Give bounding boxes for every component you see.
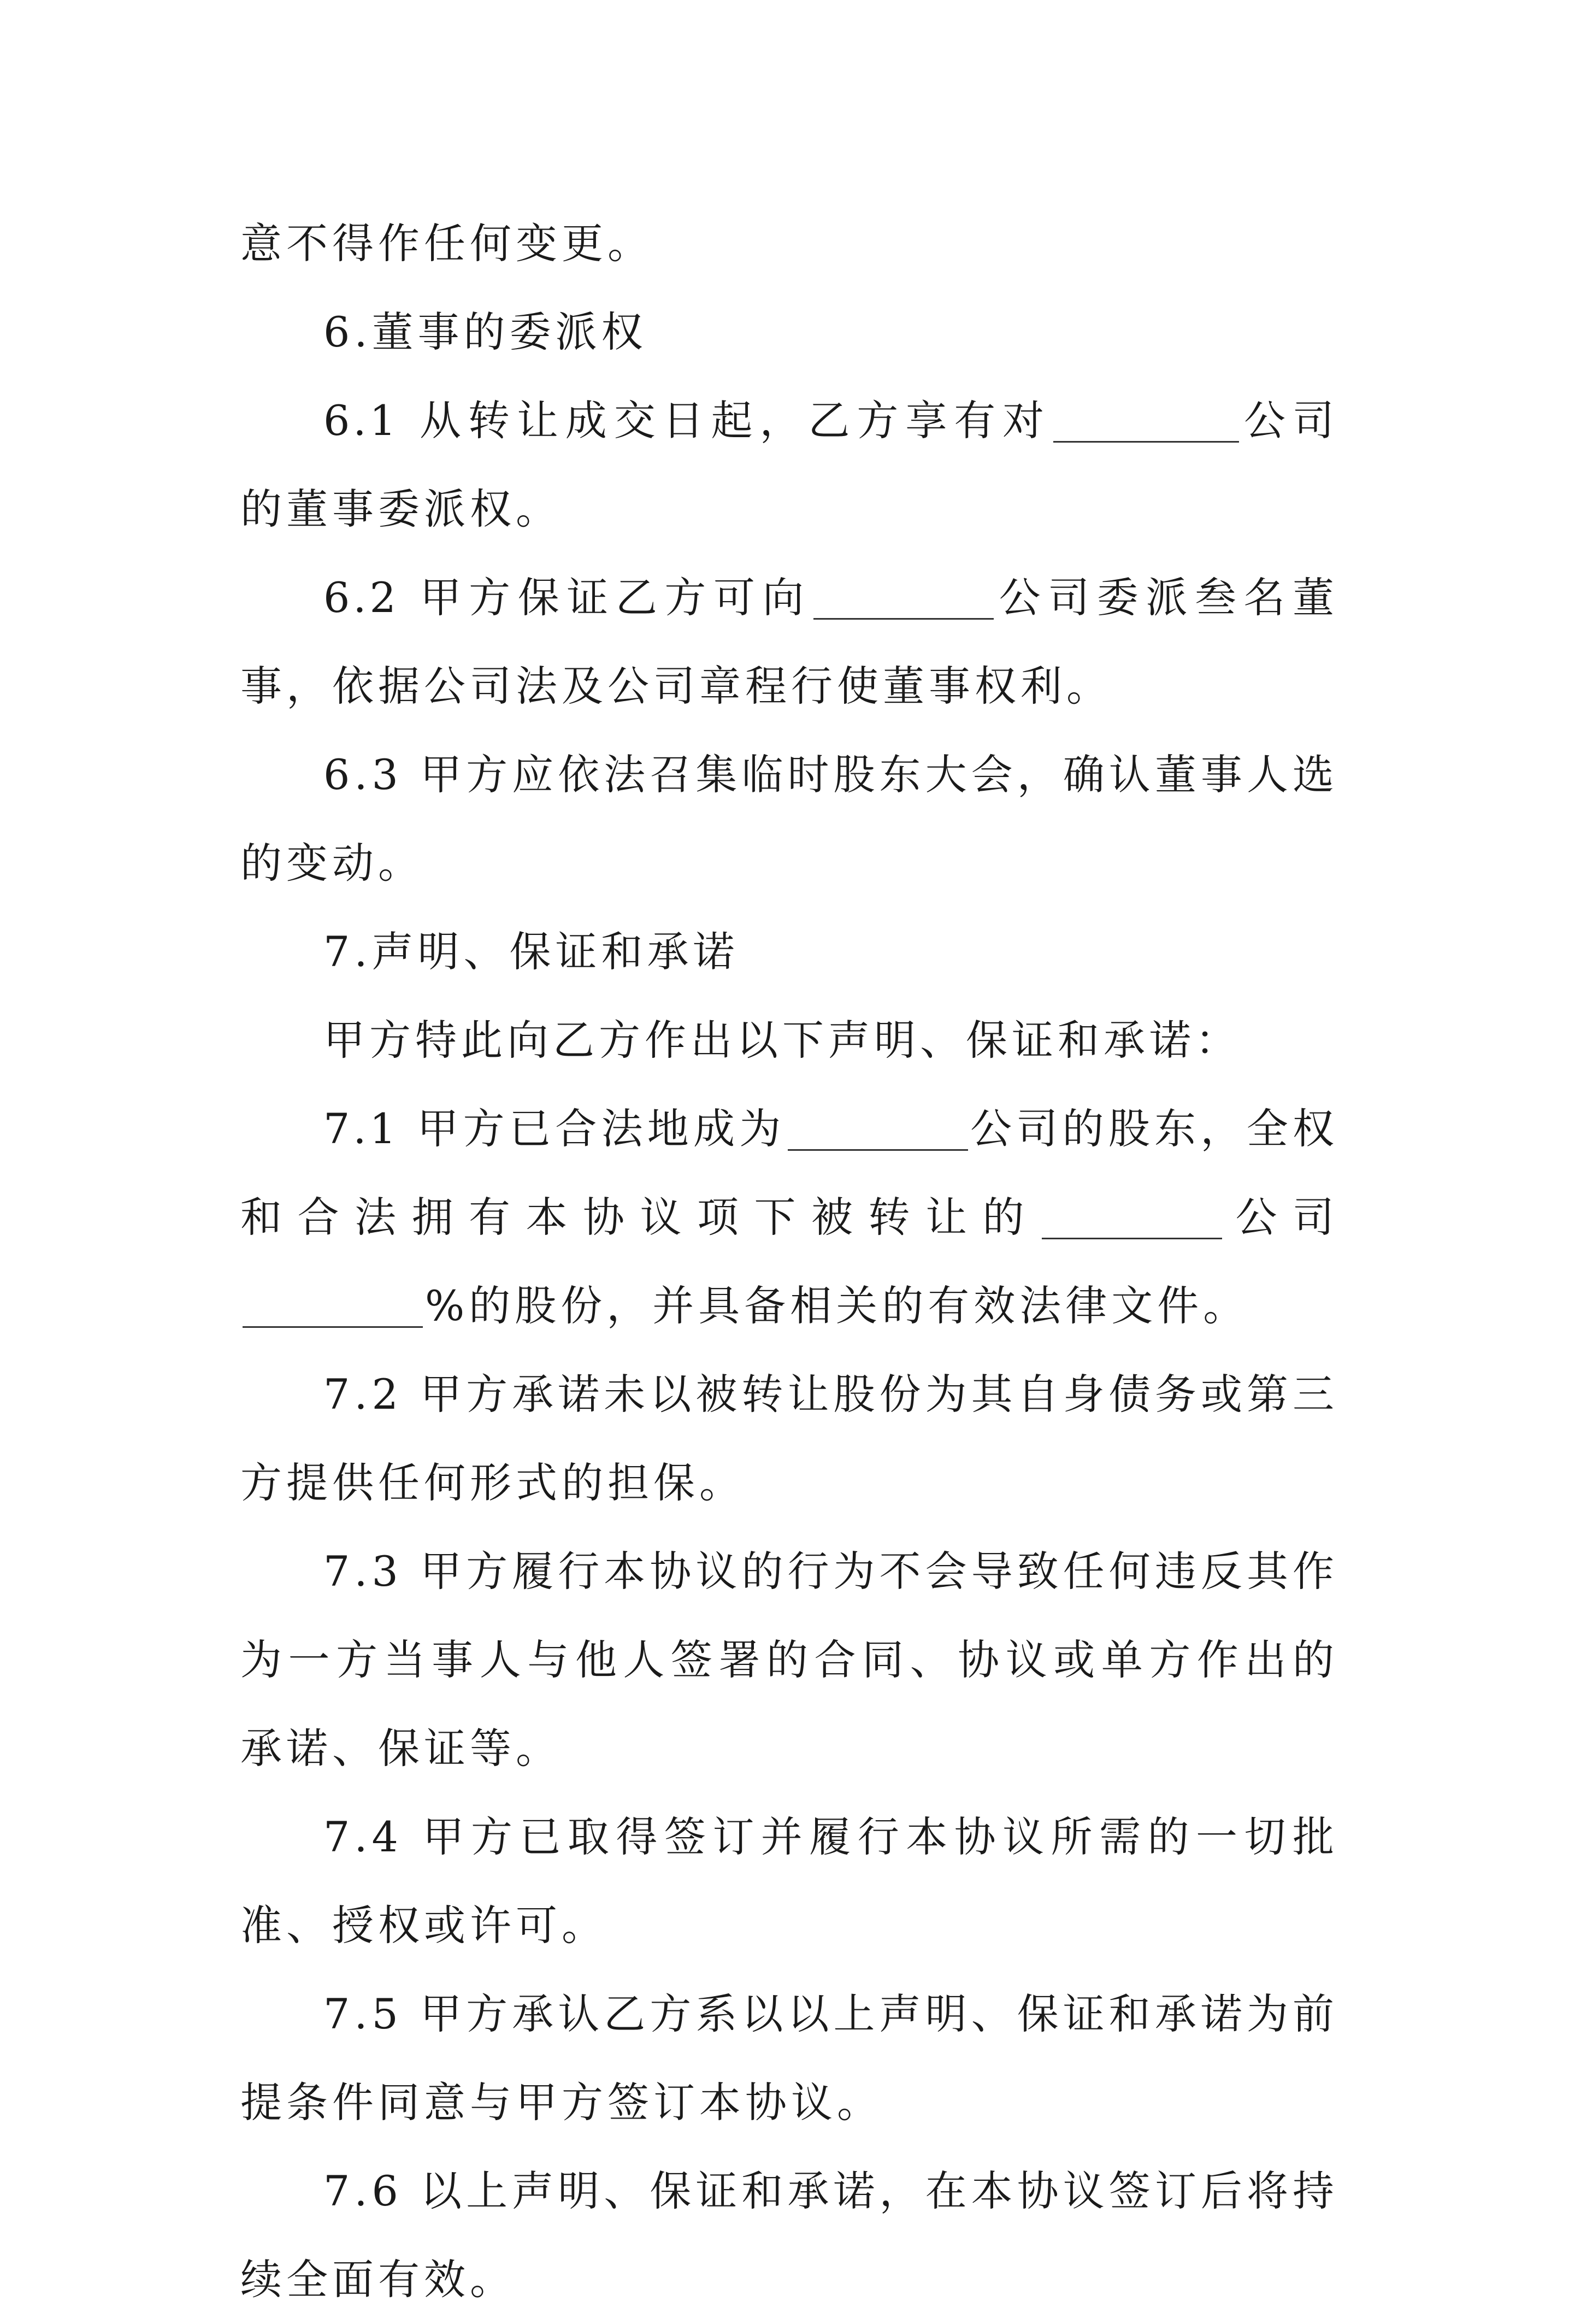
clause-text: 公司的股东，全权和合法拥有本协议项下被转让的 bbox=[240, 1104, 1339, 1242]
clause-text: 6.3 甲方应依法召集临时股东大会，确认董事人选的变动。 bbox=[240, 750, 1338, 887]
clause-6-3 bbox=[240, 731, 1338, 908]
section-7-intro bbox=[240, 996, 1338, 1085]
clause-text: 公司 bbox=[1224, 1193, 1338, 1242]
clause-7-6 bbox=[240, 2147, 1338, 2324]
paragraph-text: 意不得作任何变更。 bbox=[240, 219, 653, 268]
clause-text: 公司委派叁名董事，依据公司法及公司章程行使董事权利。 bbox=[240, 573, 1338, 710]
clause-7-4 bbox=[240, 1793, 1338, 1970]
clause-text: 甲方已合法地成为 bbox=[417, 1104, 786, 1153]
clause-text: 7.6 以上声明、保证和承诺，在本协议签订后将持续全面有效。 bbox=[240, 2167, 1338, 2304]
clause-text: 7.3 甲方履行本协议的行为不会导致任何违反其作为一方当事人与他人签署的合同、协议或单方作出的承诺、保证等。 bbox=[240, 1547, 1338, 1773]
blank-line bbox=[1053, 440, 1239, 443]
clause-7-2 bbox=[240, 1350, 1338, 1527]
clause-text: 甲方保证乙方可向 bbox=[420, 573, 812, 622]
clause-7-3 bbox=[240, 1527, 1338, 1793]
clause-number: 6.2 bbox=[323, 573, 399, 622]
section-heading-text: 6.董事的委派权 bbox=[323, 308, 647, 356]
clause-text: %的股份，并具备相关的有效法律文件。 bbox=[425, 1281, 1249, 1330]
clause-text: 从转让成交日起，乙方享有对 bbox=[419, 396, 1052, 445]
section-7-heading bbox=[240, 908, 1338, 996]
paragraph-continuation bbox=[240, 199, 1338, 288]
clause-7-5 bbox=[240, 1970, 1338, 2147]
paragraph-text: 甲方特此向乙方作出以下声明、保证和承诺： bbox=[323, 1016, 1241, 1064]
clause-number: 7.1 bbox=[323, 1104, 399, 1153]
blank-line bbox=[243, 1326, 423, 1328]
section-6-heading bbox=[240, 288, 1338, 376]
document-body bbox=[240, 199, 1338, 2324]
clause-6-2 bbox=[240, 554, 1338, 731]
blank-line bbox=[788, 1149, 968, 1151]
clause-text: 7.2 甲方承诺未以被转让股份为其自身债务或第三方提供任何形式的担保。 bbox=[240, 1370, 1338, 1507]
clause-text: 7.4 甲方已取得签订并履行本协议所需的一切批准、授权或许可。 bbox=[240, 1813, 1338, 1950]
clause-text: 7.5 甲方承认乙方系以以上声明、保证和承诺为前提条件同意与甲方签订本协议。 bbox=[240, 1990, 1338, 2127]
blank-line bbox=[1042, 1237, 1222, 1239]
clause-text: 公司的董事委派权。 bbox=[240, 396, 1338, 533]
clause-number: 6.1 bbox=[323, 396, 399, 445]
section-heading-text: 7.声明、保证和承诺 bbox=[323, 927, 739, 976]
blank-line bbox=[813, 617, 994, 620]
clause-6-1 bbox=[240, 376, 1338, 554]
clause-7-1 bbox=[240, 1085, 1338, 1350]
